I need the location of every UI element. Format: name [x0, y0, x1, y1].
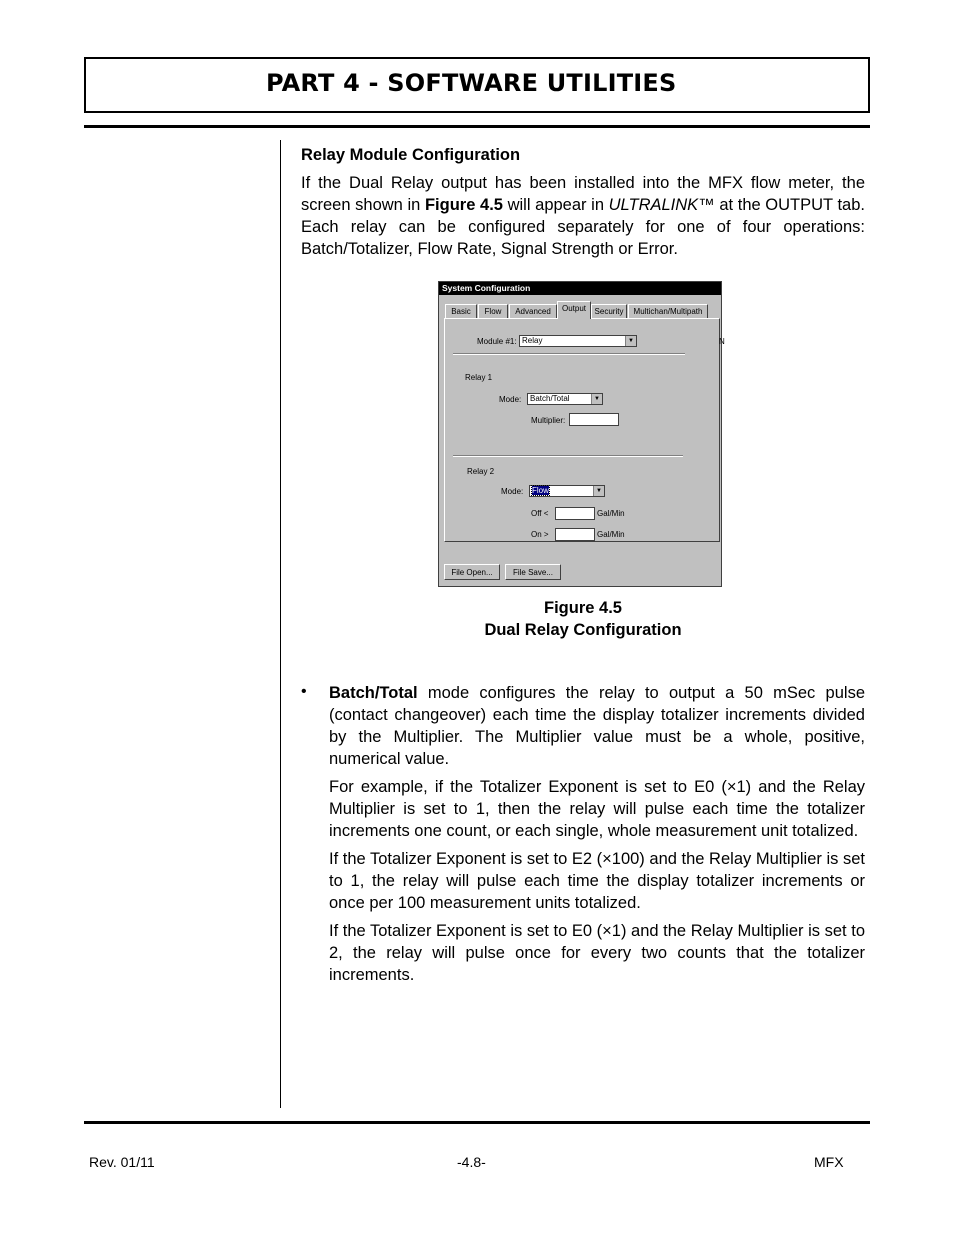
relay2-mode-value: Flow: [532, 486, 549, 495]
intro-text-1: If the Dual Relay output has been installed into the MFX flow meter, the screen shown in: [301, 174, 865, 214]
dialog-title: System Configuration: [439, 282, 721, 295]
bullet-marker: •: [301, 683, 307, 700]
off-threshold-input[interactable]: [555, 507, 595, 520]
bullet-paragraph-1: [329, 682, 865, 770]
file-save-button[interactable]: File Save...: [505, 564, 561, 580]
bullet-p1: mode configures the relay to output a 50 mSec pulse (contact changeover) each time the display totalizer increments divided by the Multiplier. The Multiplier value must be a whole, positive, numerical value.: [329, 684, 865, 768]
chevron-down-icon[interactable]: ▼: [625, 336, 636, 346]
intro-text-2: will appear in: [502, 196, 609, 214]
chevron-down-icon[interactable]: ▼: [593, 486, 604, 496]
tab-output[interactable]: Output: [557, 301, 591, 319]
header-box: [84, 57, 870, 113]
bullet-paragraph-4: If the Totalizer Exponent is set to E0 (×1) and the Relay Multiplier is set to 2, the relay will pulse once for every two counts that the totalizer increments.: [329, 922, 865, 984]
on-unit: Gal/Min: [597, 530, 625, 539]
margin-line: [280, 140, 281, 1108]
relay2-label: Relay 2: [467, 467, 495, 476]
multiplier-input[interactable]: [569, 413, 619, 426]
tab-flow[interactable]: Flow: [478, 304, 508, 318]
page-title: PART 4 - SOFTWARE UTILITIES: [266, 69, 677, 97]
bullet-text: [329, 682, 865, 992]
bullet-paragraph-3: If the Totalizer Exponent is set to E2 (×100) and the Relay Multiplier is set to 1, the relay will pulse each time the display totalizer increments or once per 100 measurement units totalized.: [329, 850, 865, 912]
footer-revision: Rev. 01/11: [89, 1154, 155, 1170]
on-threshold-input[interactable]: [555, 528, 595, 541]
module-select[interactable]: [519, 335, 637, 347]
system-configuration-dialog: [438, 281, 725, 587]
file-open-button[interactable]: File Open...: [444, 564, 500, 580]
relay1-mode-select[interactable]: [527, 393, 603, 405]
footer-page-number: -4.8-: [457, 1154, 486, 1170]
footer-product: MFX: [814, 1154, 844, 1170]
on-label: On >: [531, 530, 549, 539]
intro-figure-ref: Figure 4.5: [424, 196, 503, 214]
module-label: Module #1:: [477, 337, 517, 346]
bottom-rule: [84, 1121, 870, 1124]
separator: [453, 455, 683, 457]
output-panel: [444, 318, 725, 542]
tab-advanced[interactable]: Advanced: [509, 304, 557, 318]
tab-basic[interactable]: Basic: [445, 304, 477, 318]
figure-number: Figure 4.5: [544, 599, 622, 617]
separator: [453, 353, 685, 355]
relay1-mode-label: Mode:: [499, 395, 522, 404]
relay2-mode-select[interactable]: [529, 485, 605, 497]
relay2-mode-label: Mode:: [501, 487, 524, 496]
module-value: Relay: [522, 336, 543, 345]
tab-security[interactable]: Security: [591, 304, 627, 318]
off-unit: Gal/Min: [597, 509, 625, 518]
chevron-down-icon[interactable]: ▼: [591, 394, 602, 404]
intro-product: ULTRALINK™: [608, 196, 715, 214]
intro-paragraph: [301, 172, 865, 260]
multiplier-label: Multiplier:: [531, 416, 566, 425]
intro-text-3: at the OUTPUT tab. Each relay can be configured separately for one of four operations: Batch/Totalizer, Flow Rate, Signal Strength or Error.: [301, 196, 865, 258]
relay1-mode-value: Batch/Total: [530, 394, 570, 403]
bullet-paragraph-2: For example, if the Totalizer Exponent is set to E0 (×1) and the Relay Multiplier is set to 1, then the relay will pulse each time the totalizer increments one count, or each single, whole measurement unit totalized.: [329, 778, 865, 840]
tab-multichan[interactable]: Multichan/Multipath: [628, 304, 708, 318]
section-title: Relay Module Configuration: [301, 146, 521, 164]
top-rule: [84, 125, 870, 128]
relay1-label: Relay 1: [465, 373, 493, 382]
bullet-term: Batch/Total: [329, 684, 418, 702]
cut-label: N: [719, 337, 725, 346]
off-label: Off <: [531, 509, 549, 518]
figure-caption: Dual Relay Configuration: [484, 621, 682, 639]
